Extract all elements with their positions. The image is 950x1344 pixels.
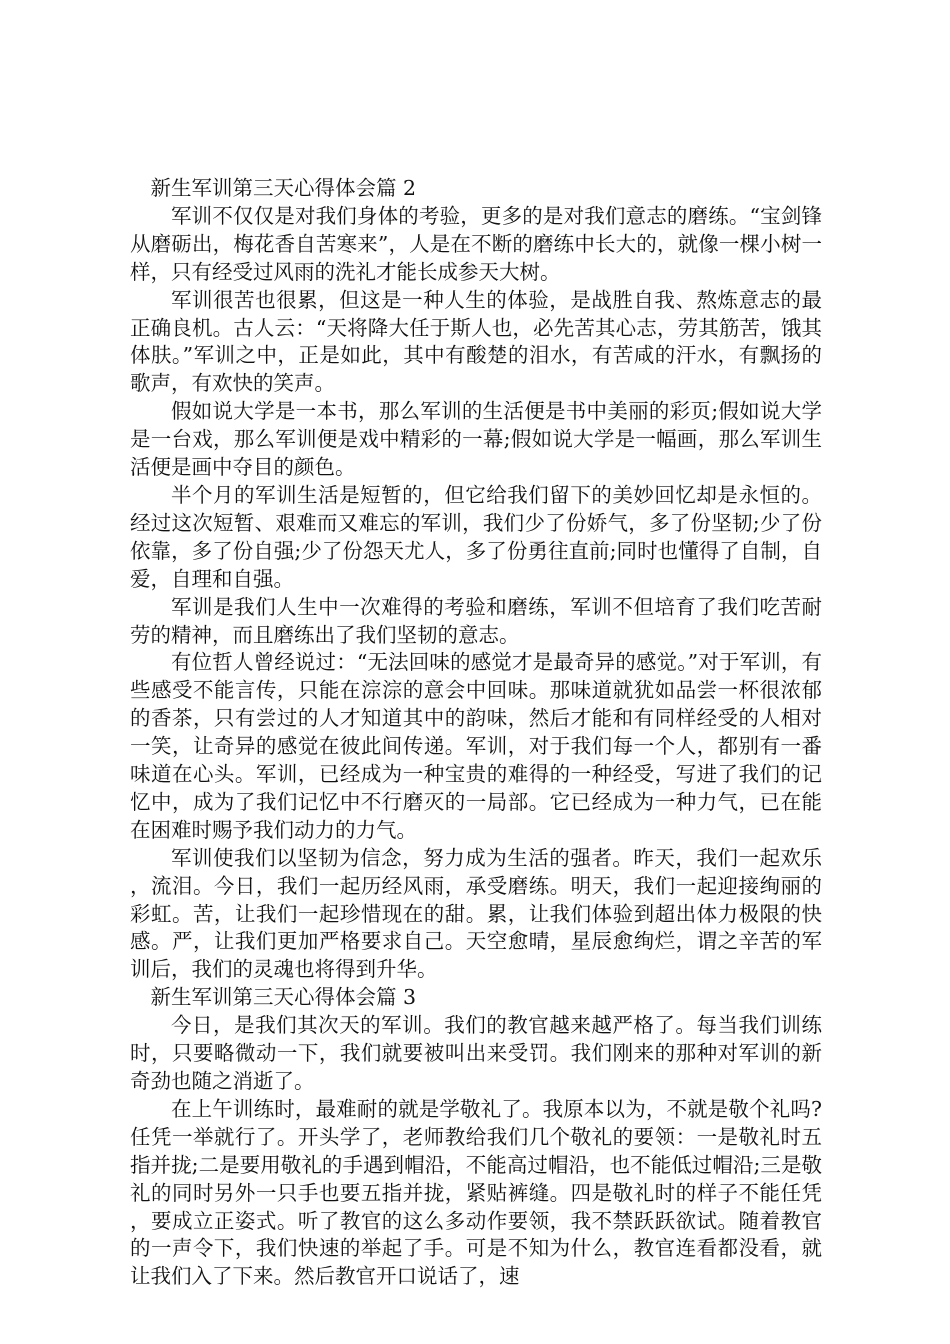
paragraph: 半个月的军训生活是短暂的，但它给我们留下的美妙回忆却是永恒的。经过这次短暂、艰难而又难忘的军训，我们少了份娇气，多了份坚韧;少了份依靠，多了份自强;少了份怨天尤人，多了份勇往直前;同时也懂得了自制，自爱，自理和自强。: [130, 482, 822, 591]
paragraph: 在上午训练时，最难耐的就是学敬礼了。我原本以为，不就是敬个礼吗?任凭一举就行了。开头学了，老师教给我们几个敬礼的要领：一是敬礼时五指并拢;二是要用敬礼的手遇到帽沿，不能高过帽沿，也不能低过帽沿;三是敬礼的同时另外一只手也要五指并拢，紧贴裤缝。四是敬礼时的样子不能任凭，要成立正姿式。听了教官的这么多动作要领，我不禁跃跃欲试。随着教官的一声令下，我们快速的举起了手。可是不知为什么，教官连看都没看，就让我们入了下来。然后教官开口说话了，速: [130, 1096, 822, 1289]
section-heading: 新生军训第三天心得体会篇 3: [150, 985, 417, 1010]
paragraph: 假如说大学是一本书，那么军训的生活便是书中美丽的彩页;假如说大学是一台戏，那么军训便是戏中精彩的一幕;假如说大学是一幅画，那么军训生活便是画中夺目的颜色。: [130, 399, 822, 480]
paragraph: 军训使我们以坚韧为信念，努力成为生活的强者。昨天，我们一起欢乐，流泪。今日，我们一起历经风雨，承受磨练。明天，我们一起迎接绚丽的彩虹。苦，让我们一起珍惜现在的甜。累，让我们体验到超出体力极限的快感。严，让我们更加严格要求自己。天空愈晴，星辰愈绚烂，谓之辛苦的军训后，我们的灵魂也将得到升华。: [130, 845, 822, 982]
paragraph: 有位哲人曾经说过：“无法回味的感觉才是最奇异的感觉。”对于军训，有些感受不能言传，只能在淙淙的意会中回味。那味道就犹如品尝一杯很浓郁的香茶，只有尝过的人才知道其中的韵味，然后才能和有同样经受的人相对一笑，让奇异的感觉在彼此间传递。军训，对于我们每一个人，都别有一番味道在心头。军训，已经成为一种宝贵的难得的一种经受，写进了我们的记忆中，成为了我们记忆中不行磨灭的一局部。它已经成为一种力气，已在能在困难时赐予我们动力的力气。: [130, 650, 822, 842]
section-heading: 新生军训第三天心得体会篇 2: [150, 176, 417, 200]
document-body: [130, 175, 822, 1291]
paragraph: 今日，是我们其次天的军训。我们的教官越来越严格了。每当我们训练时，只要略微动一下，我们就要被叫出来受罚。我们刚来的那种对军训的新奇劲也随之消逝了。: [130, 1013, 822, 1093]
paragraph: 军训是我们人生中一次难得的考验和磨练，军训不但培育了我们吃苦耐劳的精神，而且磨练出了我们坚韧的意志。: [130, 594, 822, 647]
paragraph: 军训不仅仅是对我们身体的考验，更多的是对我们意志的磨练。“宝剑锋从磨砺出，梅花香自苦寒来”，人是在不断的磨练中长大的，就像一棵小树一样，只有经受过风雨的洗礼才能长成参天大树。: [130, 203, 822, 284]
paragraph: 军训很苦也很累，但这是一种人生的体验，是战胜自我、熬炼意志的最正确良机。古人云：“天将降大任于斯人也，必先苦其心志，劳其筋苦，饿其体肤。”军训之中，正是如此，其中有酸楚的泪水，有苦咸的汗水，有飘扬的歌声，有欢快的笑声。: [130, 287, 822, 396]
